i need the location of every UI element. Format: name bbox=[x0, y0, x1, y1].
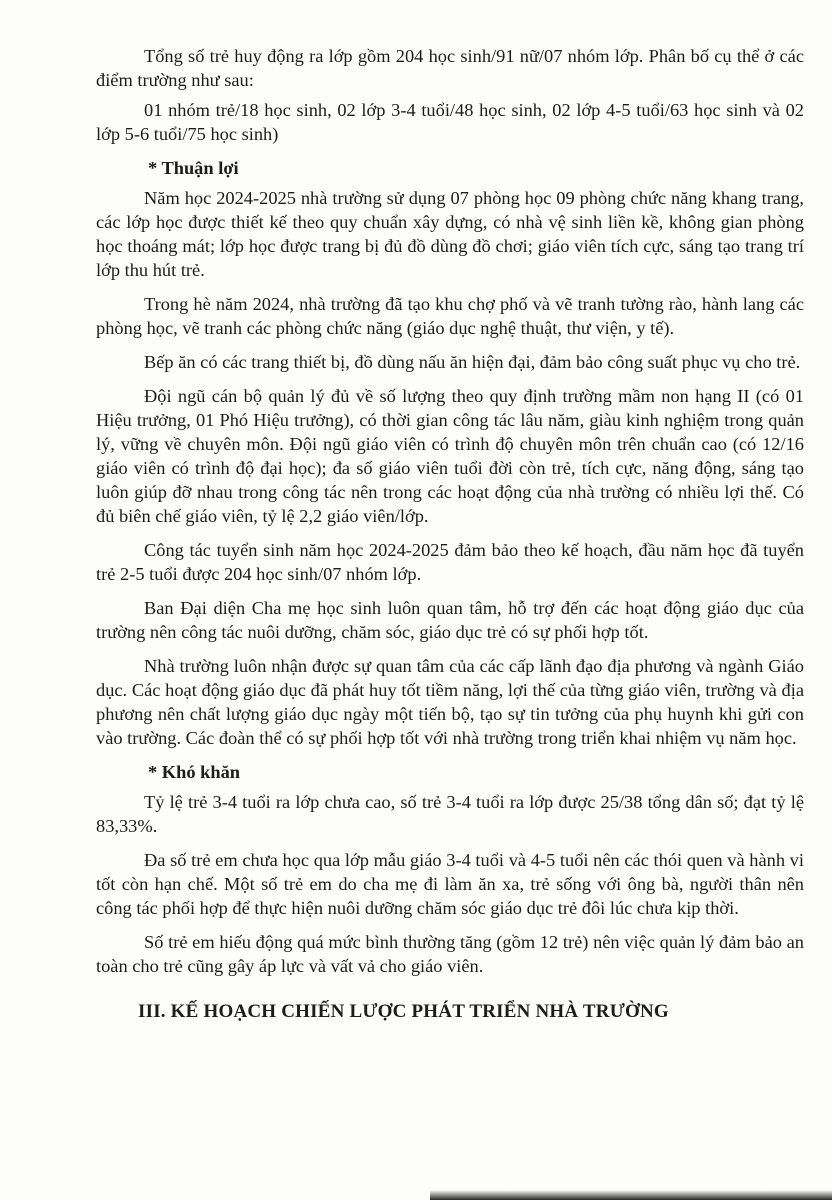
heading-advantages: * Thuận lợi bbox=[148, 158, 239, 178]
paragraph-parents-board: Ban Đại diện Cha mẹ học sinh luôn quan tâm, hỗ trợ đến các hoạt động giáo dục của trường nên công tác nuôi dưỡng, chăm sóc, giáo dục trẻ có sự phối hợp tốt. bbox=[96, 598, 804, 642]
section-title: III. KẾ HOẠCH CHIẾN LƯỢC PHÁT TRIỂN NHÀ TRƯỜNG bbox=[138, 1001, 669, 1022]
paragraph-enrollment-breakdown: 01 nhóm trẻ/18 học sinh, 02 lớp 3-4 tuổi/48 học sinh, 02 lớp 4-5 tuổi/63 học sinh và 02 lớp 5-6 tuổi/75 học sinh) bbox=[96, 100, 804, 144]
paragraph-local-support: Nhà trường luôn nhận được sự quan tâm của các cấp lãnh đạo địa phương và ngành Giáo dục. Các hoạt động giáo dục đã phát huy tốt tiềm năng, lợi thế của từng giáo viên, trường và địa phương nên chất lượng giáo dục ngày một tiến bộ, tạo sự tin tưởng của phụ huynh khi gửi con vào trường. Các đoàn thể có sự phối hợp tốt với nhà trường trong triển khai nhiệm vụ năm học. bbox=[96, 656, 804, 748]
paragraph-kitchen: Bếp ăn có các trang thiết bị, đồ dùng nấu ăn hiện đại, đảm bảo công suất phục vụ cho trẻ. bbox=[144, 352, 801, 372]
paragraph-attendance-rate: Tỷ lệ trẻ 3-4 tuổi ra lớp chưa cao, số trẻ 3-4 tuổi ra lớp được 25/38 tổng dân số; đạt tỷ lệ 83,33%. bbox=[96, 792, 804, 836]
scan-edge-shadow bbox=[430, 1190, 832, 1200]
paragraph-enrollment-total: Tổng số trẻ huy động ra lớp gồm 204 học sinh/91 nữ/07 nhóm lớp. Phân bố cụ thể ở các điểm trường như sau: bbox=[96, 46, 804, 90]
paragraph-habits: Đa số trẻ em chưa học qua lớp mẫu giáo 3-4 tuổi và 4-5 tuổi nên các thói quen và hành vi tốt còn hạn chế. Một số trẻ em do cha mẹ đi làm ăn xa, trẻ sống với ông bà, người thân nên công tác phối hợp để thực hiện nuôi dưỡng chăm sóc giáo dục trẻ đôi lúc chưa kịp thời. bbox=[96, 850, 804, 918]
document-body bbox=[96, 44, 804, 1024]
paragraph-facilities: Năm học 2024-2025 nhà trường sử dụng 07 phòng học 09 phòng chức năng khang trang, các lớp học được thiết kế theo quy chuẩn xây dựng, có nhà vệ sinh liền kề, không gian phòng học thoáng mát; lớp học được trang bị đủ đồ dùng đồ chơi; giáo viên tích cực, sáng tạo trang trí lớp thu hút trẻ. bbox=[96, 188, 804, 280]
paragraph-hyperactive: Số trẻ em hiếu động quá mức bình thường tăng (gồm 12 trẻ) nên việc quản lý đảm bảo an toàn cho trẻ cũng gây áp lực và vất vả cho giáo viên. bbox=[96, 932, 804, 976]
heading-difficulties: * Khó khăn bbox=[148, 762, 240, 782]
paragraph-staff: Đội ngũ cán bộ quản lý đủ về số lượng theo quy định trường mầm non hạng II (có 01 Hiệu trưởng, 01 Phó Hiệu trưởng), có thời gian công tác lâu năm, giàu kinh nghiệm trong quản lý, vững về chuyên môn. Đội ngũ giáo viên có trình độ chuyên môn trên chuẩn cao (có 12/16 giáo viên có trình độ đại học); đa số giáo viên tuổi đời còn trẻ, tích cực, năng động, sáng tạo luôn giúp đỡ nhau trong công tác nên trong các hoạt động của nhà trường có nhiều lợi thế. Có đủ biên chế giáo viên, tỷ lệ 2,2 giáo viên/lớp. bbox=[96, 386, 804, 526]
paragraph-summer-works: Trong hè năm 2024, nhà trường đã tạo khu chợ phố và vẽ tranh tường rào, hành lang các phòng học, vẽ tranh các phòng chức năng (giáo dục nghệ thuật, thư viện, y tế). bbox=[96, 294, 804, 338]
paragraph-admissions: Công tác tuyển sinh năm học 2024-2025 đảm bảo theo kế hoạch, đầu năm học đã tuyển trẻ 2-5 tuổi được 204 học sinh/07 nhóm lớp. bbox=[96, 540, 804, 584]
